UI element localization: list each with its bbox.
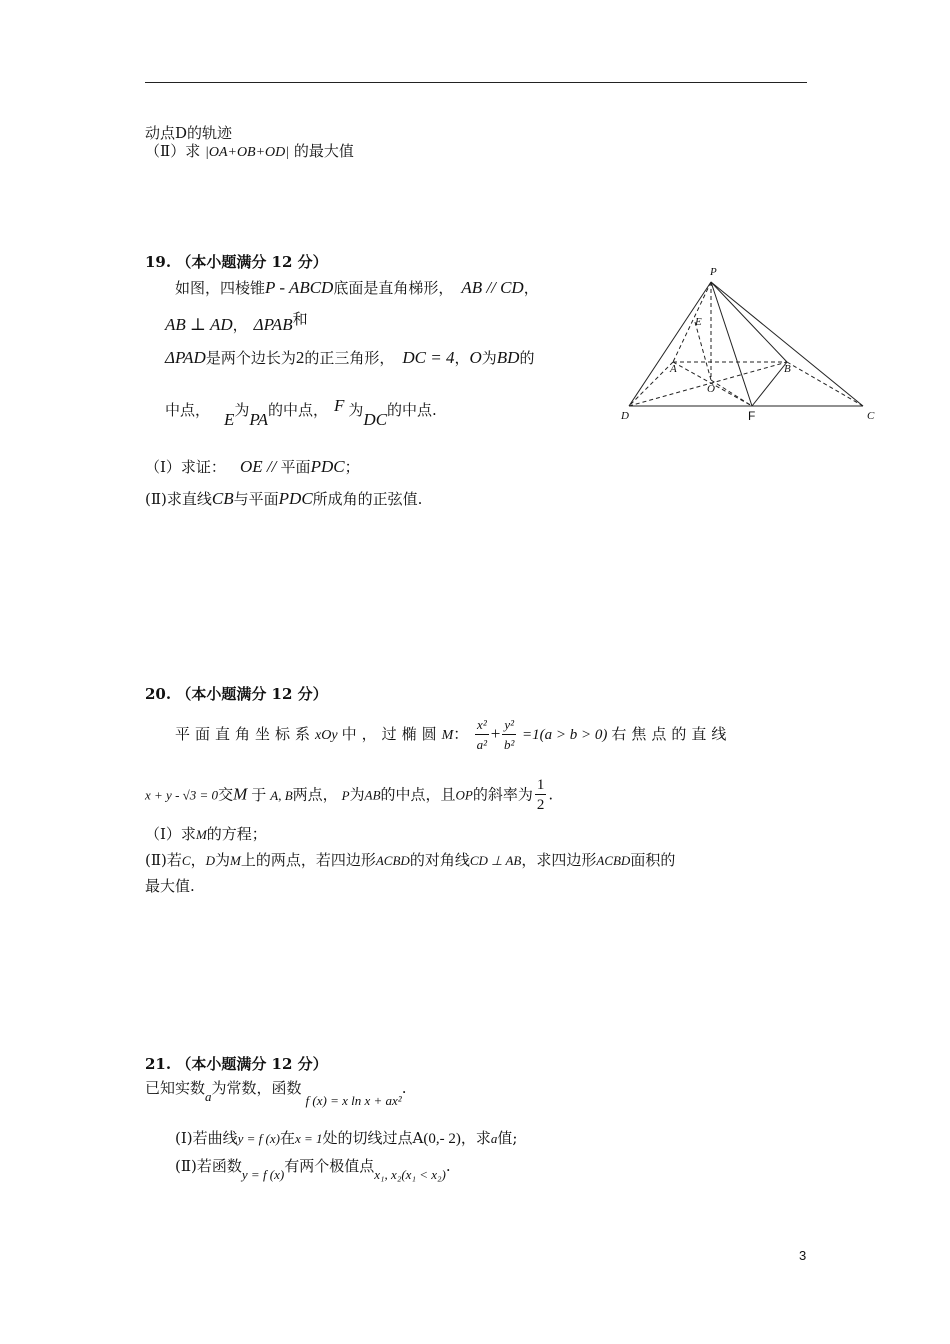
label-C: C [867, 410, 875, 422]
ellipse-frac-x: $\frac{\text{x²}}{\text{a²}}$ [476, 716, 488, 752]
ellipse-frac-y: $\frac{\text{y²}}{\text{b²}}$ [503, 716, 515, 752]
edge-EO [695, 322, 711, 380]
q19-part1: （Ⅰ）求证： OE // 平面PDC； [145, 457, 360, 476]
edge-OF [711, 380, 752, 406]
trajectory-line: 动点D的轨迹 [145, 124, 233, 142]
q19-line2: AB ⊥ AD， ΔPAB和 [165, 310, 308, 334]
label-E: E [695, 316, 702, 328]
q20-heading: 20. （本小题满分 12 分） [145, 685, 328, 703]
q21-heading: 21. （本小题满分 12 分） [145, 1055, 328, 1073]
q21-part2: (Ⅱ)若函数y = f (x)有两个极值点x₁, x₂(x₁ < x₂). [175, 1157, 451, 1182]
slope-half: $\frac{1}{2}$ [536, 777, 545, 813]
label-F: F [748, 409, 756, 423]
q19-line3: ΔPAD是两个边长为2的正三角形， DC = 4，O为BD的 [165, 348, 535, 367]
q21-line1: 已知实数a为常数，函数f (x) = x ln x + ax². [145, 1079, 407, 1108]
q21-part1: (Ⅰ)若曲线y = f (x)在x = 1处的切线过点A(0,- 2)，求a值; [175, 1129, 518, 1147]
edge-PD [629, 282, 711, 406]
edge-PA [673, 282, 711, 362]
q19-part2: (Ⅱ)求直线CB与平面PDC所成角的正弦值. [145, 489, 423, 508]
q20-part1: （Ⅰ）求M的方程； [145, 825, 267, 843]
label-O: O [707, 383, 715, 395]
q19-line4: 中点， E为PA的中点， F 为DC的中点. [165, 396, 437, 429]
q20-line1: 平面直角坐标系xOy 中，过椭圆M： $\frac{\text{x²}}{\text{a²}}$ + $\frac{\text{y²}}{\text{b²}}$ =1(a > b > 0) 右焦点的直线 [175, 712, 731, 758]
edge-BF [752, 362, 787, 406]
label-D: D [621, 410, 629, 422]
edge-PC [711, 282, 863, 406]
edge-PB [711, 282, 787, 362]
q19-heading: 19. （本小题满分 12 分） [145, 253, 328, 271]
label-A: A [670, 363, 677, 375]
q20-part2: (Ⅱ)若C，D为M上的两点，若四边形ACBD的对角线CD ⊥ AB，求四边形ACBD面积的 [145, 851, 676, 869]
q20-part2-cont: 最大值. [145, 877, 195, 895]
page-number: 3 [799, 1248, 807, 1263]
q20-line2: x + y - √3 = 0交M 于 A, B两点， P为AB的中点，且OP的斜率为 $\frac{1}{2}$ . [145, 777, 554, 813]
pyramid-figure [615, 262, 883, 430]
label-B: B [784, 363, 791, 375]
label-P: P [710, 266, 717, 278]
q18-part2: （Ⅱ）求 |OA+OB+OD| 的最大值 [145, 142, 354, 160]
q19-line1: 如图，四棱锥P - ABCD底面是直角梯形， AB // CD， [175, 278, 539, 297]
edge-PF [711, 282, 752, 406]
edge-BC [787, 362, 863, 406]
header-rule [145, 82, 807, 83]
